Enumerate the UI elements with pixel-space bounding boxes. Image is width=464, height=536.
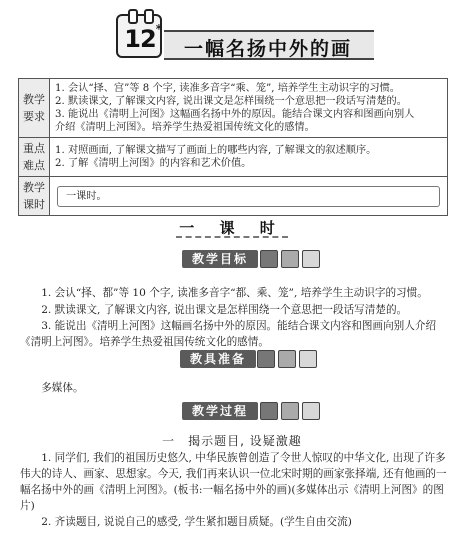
- tag-square-icon: [281, 402, 299, 420]
- process-paragraph: 2. 齐读题目, 说说自己的感受, 学生紧扣题目质疑。(学生自由交流): [41, 516, 352, 528]
- row-head-periods: [19, 177, 50, 216]
- tag-teaching-aids: 教具准备: [180, 350, 256, 368]
- tag-square-icon: [302, 250, 320, 268]
- tag-square-icon: [260, 402, 278, 420]
- head-line: 要求: [23, 110, 45, 123]
- tag-square-icon: [278, 350, 296, 368]
- section-title: 一 课 时: [179, 219, 285, 237]
- row-head-key-points: [19, 138, 50, 177]
- head-line: 难点: [23, 159, 45, 172]
- lesson-title-bar: [164, 30, 374, 60]
- lesson-title: 一幅名扬中外的画: [184, 38, 353, 60]
- process-heading: 一 揭示题目, 设疑激趣: [162, 434, 302, 448]
- prep-text: 多媒体。: [41, 382, 84, 394]
- lesson-number-badge: [116, 14, 162, 58]
- requirement-line: 1. 会认“择、宫”等 8 个字, 读准多音字“乘、笼”, 培养学生主动识字的习惯。: [55, 83, 400, 94]
- requirement-line: 介绍《清明上河图》。培养学生热爱祖国传统文化的感情。: [55, 122, 315, 133]
- table-row-key-points: [19, 138, 448, 177]
- goal-paragraph: 2. 默读课文, 了解课文内容, 说出课文是怎样围绕一个意思把一段话写清楚的。: [41, 304, 408, 316]
- requirement-line: 2. 默读课文, 了解课文内容, 说出课文是怎样围绕一个意思把一段话写清楚的。: [55, 96, 407, 107]
- head-line: 课时: [23, 198, 45, 211]
- lesson-number: 12: [124, 25, 156, 53]
- tag-square-icon: [302, 402, 320, 420]
- row-body-requirements: [50, 79, 448, 138]
- tag-square-icon: [257, 350, 275, 368]
- requirement-line: 3. 能说出《清明上河图》这幅画名扬中外的原因。能结合课文内容和图画向别人: [55, 109, 415, 120]
- lesson-marker: *: [155, 22, 162, 36]
- periods-box: [57, 186, 440, 207]
- objectives-table: [18, 78, 448, 216]
- row-body-key-points: [50, 138, 448, 177]
- head-line: 教学: [23, 181, 45, 194]
- process-paragraph: 1. 同学们, 我们的祖国历史悠久, 中华民族曾创造了令世人惊叹的中华文化, 出现了许多伟大的诗人、画家、思想家。今天, 我们再来认识一位北宋时期的画家张择端, 还有他画的一幅名扬中外的画《清明上河图》。(板书:一幅名扬中外的画)(多媒体出示《清明上河图》的图片): [20, 452, 447, 512]
- tag-teaching-process: 教学过程: [182, 402, 258, 420]
- head-line: 重点: [23, 142, 45, 155]
- periods-text: 一课时。: [66, 190, 107, 202]
- tag-teaching-goals: 教学目标: [182, 250, 258, 268]
- head-line: 教学: [23, 93, 45, 106]
- tag-square-icon: [260, 250, 278, 268]
- row-head-requirements: [19, 79, 50, 138]
- goal-paragraph: 3. 能说出《清明上河图》这幅画名扬中外的原因。能结合课文内容和图画向别人介绍《清明上河图》。培养学生热爱祖国传统文化的感情。: [20, 320, 437, 348]
- table-row-requirements: [19, 79, 448, 138]
- key-point-line: 2. 了解《清明上河图》的内容和艺术价值。: [55, 158, 252, 169]
- calendar-rings-icon: [126, 9, 154, 19]
- section-divider: [176, 236, 288, 241]
- key-point-line: 1. 对照画面, 了解课文描写了画面上的哪些内容, 了解课文的叙述顺序。: [55, 145, 377, 156]
- tag-square-icon: [299, 350, 317, 368]
- table-row-periods: [19, 177, 448, 216]
- row-body-periods: [50, 177, 448, 216]
- goal-paragraph: 1. 会认“择、都”等 10 个字, 读准多音字“都、乘、笼”, 培养学生主动识字的习惯。: [41, 287, 428, 299]
- tag-square-icon: [281, 250, 299, 268]
